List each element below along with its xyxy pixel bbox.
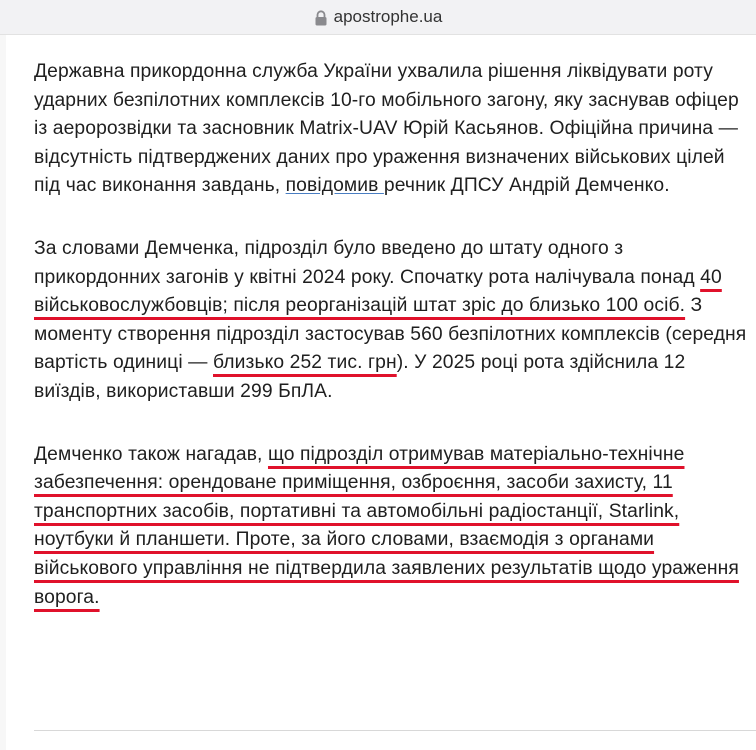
- highlight-staff-count: 40 військовослужбовців; після реорганізацій штат зріс до близько 100 осіб.: [34, 266, 722, 317]
- article-body: [34, 58, 754, 646]
- p2-text-1: За словами Демченка, підрозділ було введено до штату одного з прикордонних загонів у квітні 2024 року. Спочатку рота налічувала понад: [34, 237, 701, 288]
- p3-text-1: Демченко також нагадав,: [34, 443, 268, 465]
- left-margin: [0, 35, 6, 750]
- paragraph-2: [34, 235, 754, 407]
- p2-text-3: ). У 2025 році рота здійснила 12 виїздів, використавши 299 БпЛА.: [34, 352, 686, 402]
- p1-text-before: Державна прикордонна служба України ухвалила рішення ліквідувати роту ударних безпілотних комплексів 10-го мобільного загону, яку заснував офіцер із аеророзвідки та засновник Matrix-UAV Юрій Касьянов. Офіційна причина — відсутність підтверджених даних про ураження визначених військових цілей під час виконання завдань,: [34, 61, 739, 197]
- browser-address-bar[interactable]: [0, 0, 756, 34]
- source-link[interactable]: повідомив: [285, 175, 384, 197]
- highlight-unit-cost: близько 252 тис. грн: [213, 352, 397, 374]
- toolbar-divider: [0, 34, 756, 35]
- p1-text-after: речник ДПСУ Андрій Демченко.: [383, 175, 670, 197]
- p2-text-2: З моменту створення підрозділ застосував 560 безпілотних комплексів (середня вартість одиниці —: [34, 295, 747, 374]
- url-text: apostrophe.ua: [333, 7, 443, 26]
- paragraph-1: [34, 58, 754, 201]
- paragraph-3: [34, 441, 754, 613]
- bottom-divider: [34, 730, 756, 731]
- highlight-equipment: що підрозділ отримував матеріально-технічне забезпечення: орендоване приміщення, озброєння, засоби захисту, 11 транспортних засобів, портативні та автомобільні радіостанції, Starlink, ноутбуки й планшети. Проте, за його словами, взаємодія з органами військового управління не підтвердила заявлених результатів щодо ураження ворога.: [34, 443, 739, 608]
- lock-icon: [314, 10, 328, 26]
